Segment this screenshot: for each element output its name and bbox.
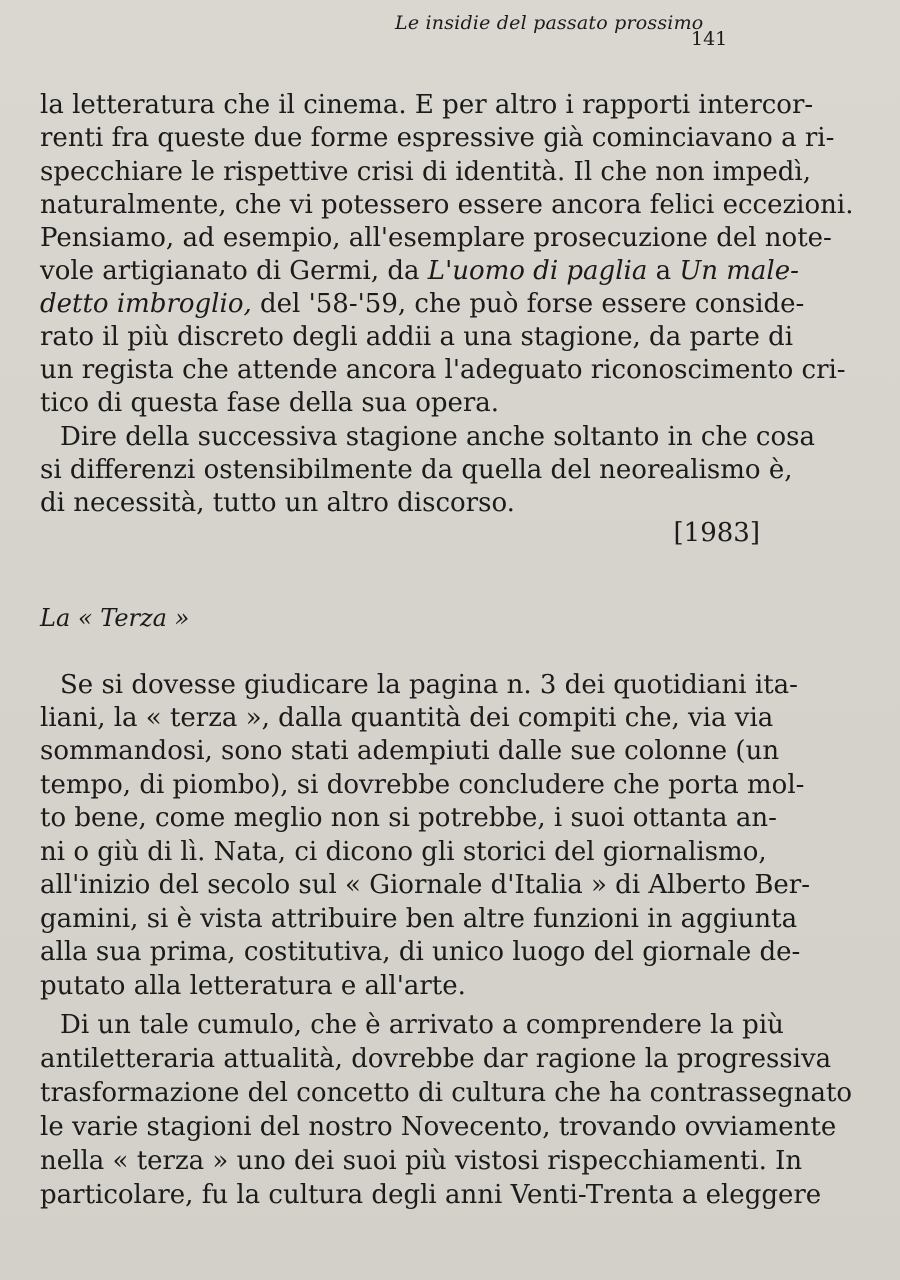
text-span: vole artigianato di Germi, da xyxy=(40,256,428,286)
text-line: sommandosi, sono stati adempiuti dalle sue colonne (un xyxy=(40,736,780,766)
text-line: Pensiamo, ad esempio, all'esemplare prosecuzione del note- xyxy=(40,223,832,253)
text-line: to bene, come meglio non si potrebbe, i suoi ottanta an- xyxy=(40,803,777,833)
text-line: Se si dovesse giudicare la pagina n. 3 dei quotidiani ita- xyxy=(60,670,798,700)
text-block xyxy=(40,0,854,1280)
text-line: si differenzi ostensibilmente da quella del neorealismo è, xyxy=(40,455,793,485)
text-line: trasformazione del concetto di cultura che ha contrassegnato xyxy=(40,1078,853,1108)
text-line: la letteratura che il cinema. E per altro i rapporti intercor- xyxy=(40,90,814,120)
text-span: del '58-'59, che può forse essere conside- xyxy=(251,289,805,319)
text-line: ni o giù di lì. Nata, ci dicono gli storici del giornalismo, xyxy=(40,837,767,867)
text-line: le varie stagioni del nostro Novecento, trovando ovviamente xyxy=(40,1112,837,1142)
text-line xyxy=(40,256,799,287)
text-line: liani, la « terza », dalla quantità dei compiti che, via via xyxy=(40,703,774,733)
film-title-uomo-di-paglia: L'uomo di paglia xyxy=(427,256,648,286)
text-span: a xyxy=(647,256,680,286)
text-line: gamini, si è vista attribuire ben altre funzioni in aggiunta xyxy=(40,904,798,934)
year-note: [1983] xyxy=(673,518,760,548)
text-line xyxy=(40,289,805,320)
film-title-maledetto-imbroglio-part2: detto imbroglio, xyxy=(40,289,252,319)
text-line: particolare, fu la cultura degli anni Venti-Trenta a eleggere xyxy=(40,1180,822,1210)
text-line: renti fra queste due forme espressive già cominciavano a ri- xyxy=(40,123,835,153)
section-title: La « Terza » xyxy=(40,604,190,632)
text-line: specchiare le rispettive crisi di identità. Il che non impedì, xyxy=(40,157,811,187)
text-line: alla sua prima, costitutiva, di unico luogo del giornale de- xyxy=(40,937,801,967)
text-line: tempo, di piombo), si dovrebbe concludere che porta mol- xyxy=(40,770,805,800)
text-line: Di un tale cumulo, che è arrivato a comprendere la più xyxy=(60,1010,784,1040)
text-line: nella « terza » uno dei suoi più vistosi rispecchiamenti. In xyxy=(40,1146,803,1176)
text-line: naturalmente, che vi potessero essere ancora felici eccezioni. xyxy=(40,190,854,220)
text-line: un regista che attende ancora l'adeguato riconoscimento cri- xyxy=(40,355,846,385)
text-line: rato il più discreto degli addii a una stagione, da parte di xyxy=(40,322,794,352)
film-title-maledetto-imbroglio-part1: Un male- xyxy=(679,256,799,286)
page-number: 141 xyxy=(691,28,728,50)
text-line: putato alla letteratura e all'arte. xyxy=(40,971,466,1001)
text-line: tico di questa fase della sua opera. xyxy=(40,388,500,418)
text-line: di necessità, tutto un altro discorso. xyxy=(40,488,515,518)
text-line: antiletteraria attualità, dovrebbe dar ragione la progressiva xyxy=(40,1044,832,1074)
running-title: Le insidie del passato prossimo xyxy=(395,12,704,34)
text-line: Dire della successiva stagione anche soltanto in che cosa xyxy=(60,422,815,452)
text-line: all'inizio del secolo sul « Giornale d'Italia » di Alberto Ber- xyxy=(40,870,811,900)
